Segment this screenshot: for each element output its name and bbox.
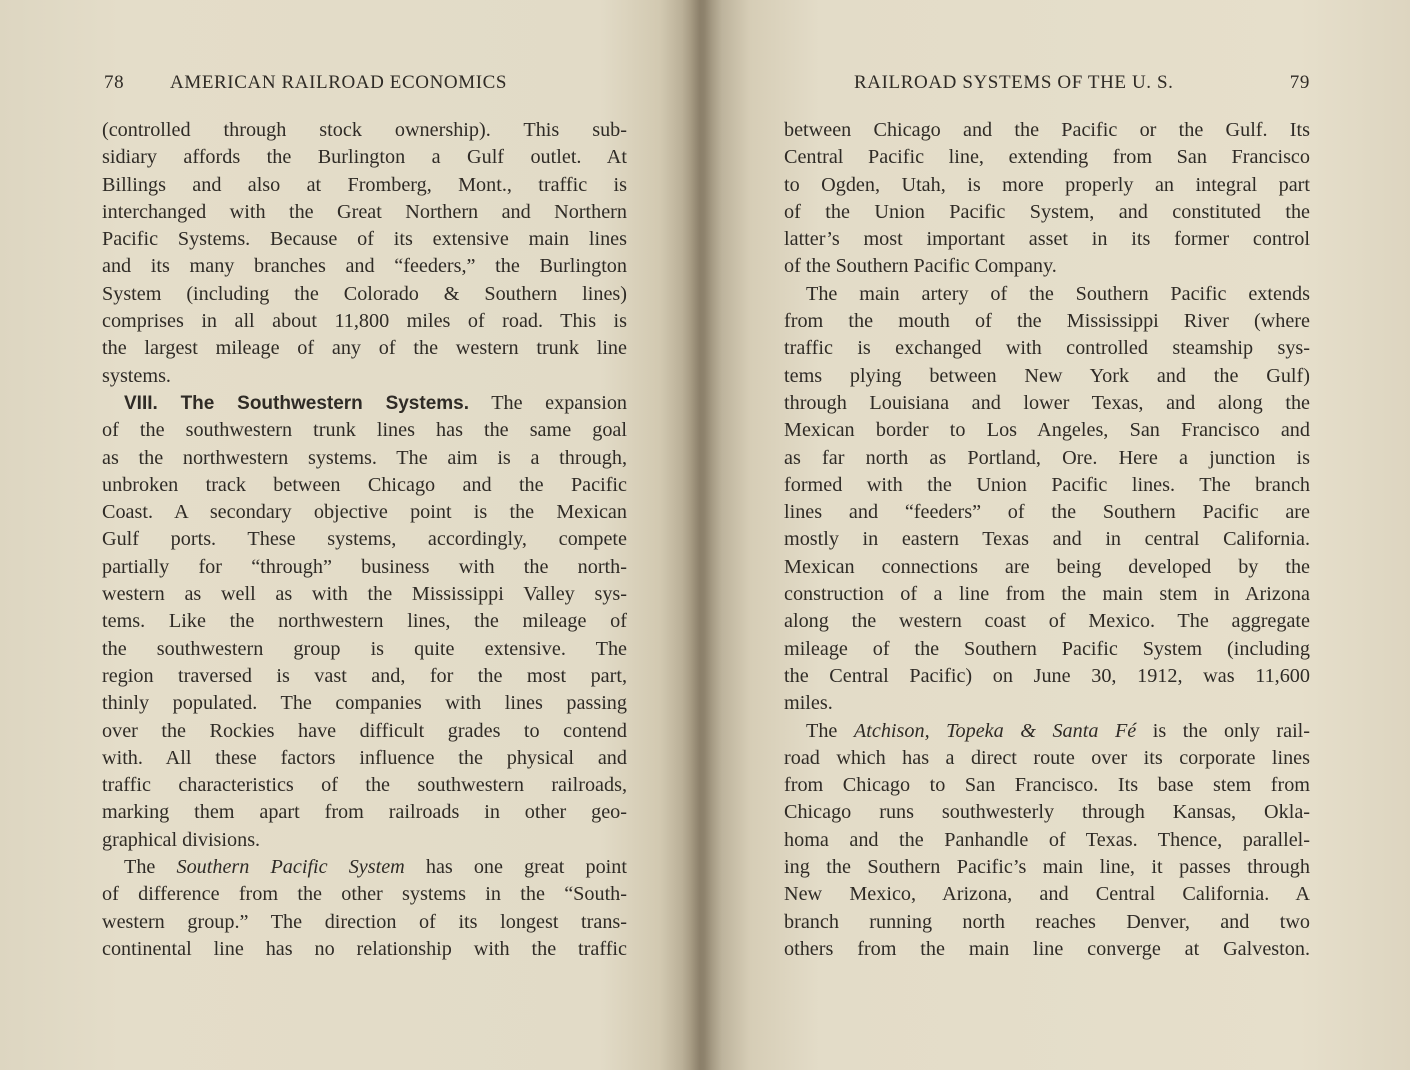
book-gutter	[682, 0, 722, 1070]
sp-line-suffix: has one great point	[404, 856, 627, 879]
text-line: and its many branches and “feeders,” the Burlington	[102, 255, 627, 278]
text-line: as far north as Portland, Ore. Here a junction is	[784, 446, 1310, 469]
atsf-line-suffix: is the only rail-	[1136, 719, 1311, 742]
text-line: Mexican connections are being developed by the	[784, 555, 1310, 578]
text-line: Billings and also at Fromberg, Mont., traffic is	[102, 173, 627, 196]
text-line: traffic is exchanged with controlled steamship sys-	[784, 337, 1310, 360]
text-line: New Mexico, Arizona, and Central California. A	[784, 883, 1310, 906]
right-running-head	[784, 72, 1310, 100]
text-line: Central Pacific line, extending from San Francisco	[784, 146, 1310, 169]
text-line: from Chicago to San Francisco. Its base stem from	[784, 774, 1310, 797]
text-line: the Central Pacific) on June 30, 1912, was 11,600	[784, 664, 1310, 687]
text-line: region traversed is vast and, for the most part,	[102, 664, 627, 687]
text-line: latter’s most important asset in its former control	[784, 228, 1310, 251]
text-line: from the mouth of the Mississippi River (where	[784, 310, 1310, 333]
text-line: between Chicago and the Pacific or the Gulf. Its	[784, 119, 1310, 141]
text-line: of the southwestern trunk lines has the same goal	[102, 419, 627, 442]
text-line: of the Union Pacific System, and constituted the	[784, 200, 1310, 223]
section-first-line-text: The expansion	[469, 391, 628, 414]
text-line: (controlled through stock ownership). This sub-	[102, 119, 627, 141]
text-line: Pacific Systems. Because of its extensive main lines	[102, 228, 627, 251]
right-page	[784, 0, 1310, 1070]
left-running-head	[102, 72, 627, 100]
sp-italic-title: Southern Pacific System	[176, 856, 405, 879]
text-line: others from the main line converge at Galveston.	[784, 937, 1310, 960]
text-line: interchanged with the Great Northern and Northern	[102, 200, 627, 223]
text-line: graphical divisions.	[102, 828, 261, 851]
text-line: western as well as with the Mississippi Valley sys-	[102, 583, 627, 606]
text-line: over the Rockies have difficult grades to contend	[102, 719, 627, 742]
text-line: mileage of the Southern Pacific System (including	[784, 637, 1310, 660]
left-page	[102, 0, 627, 1070]
text-line: along the western coast of Mexico. The aggregate	[784, 610, 1310, 633]
text-line: The main artery of the Southern Pacific extends	[806, 282, 1310, 305]
text-line: mostly in eastern Texas and in central California.	[784, 528, 1310, 551]
left-running-title: AMERICAN RAILROAD ECONOMICS	[170, 72, 508, 93]
text-line: tems plying between New York and the Gulf)	[784, 364, 1310, 387]
southern-pacific-first-line	[102, 854, 627, 881]
text-line: continental line has no relationship with the traffic	[102, 937, 627, 960]
right-page-body	[784, 117, 1310, 963]
text-line: formed with the Union Pacific lines. The branch	[784, 473, 1310, 496]
text-line: homa and the Panhandle of Texas. Thence, parallel-	[784, 828, 1310, 851]
text-line: Coast. A secondary objective point is the Mexican	[102, 501, 627, 524]
sp-line-prefix: The	[124, 856, 177, 879]
text-line: as the northwestern systems. The aim is a through,	[102, 446, 627, 469]
right-running-title: RAILROAD SYSTEMS OF THE U. S.	[854, 72, 1174, 93]
atsf-italic-title: Atchison, Topeka & Santa Fé	[853, 719, 1137, 742]
text-line: thinly populated. The companies with lines passing	[102, 692, 627, 715]
text-line: with. All these factors influence the physical and	[102, 746, 627, 769]
text-line: sidiary affords the Burlington a Gulf outlet. At	[102, 146, 627, 169]
section-heading: VIII. The Southwestern Systems.	[124, 392, 470, 414]
text-line: branch running north reaches Denver, and two	[784, 910, 1310, 933]
text-line: marking them apart from railroads in other geo-	[102, 801, 627, 824]
left-page-number: 78	[104, 72, 125, 93]
text-line: Gulf ports. These systems, accordingly, compete	[102, 528, 627, 551]
text-line: System (including the Colorado & Southern lines)	[102, 282, 627, 305]
text-line: tems. Like the northwestern lines, the mileage of	[102, 610, 627, 633]
text-line: miles.	[784, 692, 833, 715]
atsf-line-prefix: The	[806, 719, 854, 742]
text-line: Chicago runs southwesterly through Kansas, Okla-	[784, 801, 1310, 824]
text-line: comprises in all about 11,800 miles of road. This is	[102, 310, 627, 333]
text-line: to Ogden, Utah, is more properly an integral part	[784, 173, 1310, 196]
text-line: ing the Southern Pacific’s main line, it passes through	[784, 856, 1310, 879]
text-line: road which has a direct route over its corporate lines	[784, 746, 1310, 769]
atsf-first-line	[784, 718, 1310, 745]
text-line: lines and “feeders” of the Southern Pacific are	[784, 501, 1310, 524]
text-line: systems.	[102, 364, 171, 387]
left-page-body	[102, 117, 627, 963]
right-page-number: 79	[1289, 72, 1310, 93]
section-first-line	[102, 390, 627, 417]
text-line: the largest mileage of any of the western trunk line	[102, 337, 627, 360]
text-line: western group.” The direction of its longest trans-	[102, 910, 627, 933]
text-line: of difference from the other systems in the “South-	[102, 883, 627, 906]
text-line: the southwestern group is quite extensive. The	[102, 637, 627, 660]
text-line: partially for “through” business with the north-	[102, 555, 627, 578]
text-line: unbroken track between Chicago and the Pacific	[102, 473, 627, 496]
text-line: through Louisiana and lower Texas, and along the	[784, 391, 1310, 414]
text-line: of the Southern Pacific Company.	[784, 255, 1057, 278]
text-line: traffic characteristics of the southwestern railroads,	[102, 774, 627, 797]
text-line: Mexican border to Los Angeles, San Francisco and	[784, 419, 1310, 442]
text-line: construction of a line from the main stem in Arizona	[784, 583, 1310, 606]
